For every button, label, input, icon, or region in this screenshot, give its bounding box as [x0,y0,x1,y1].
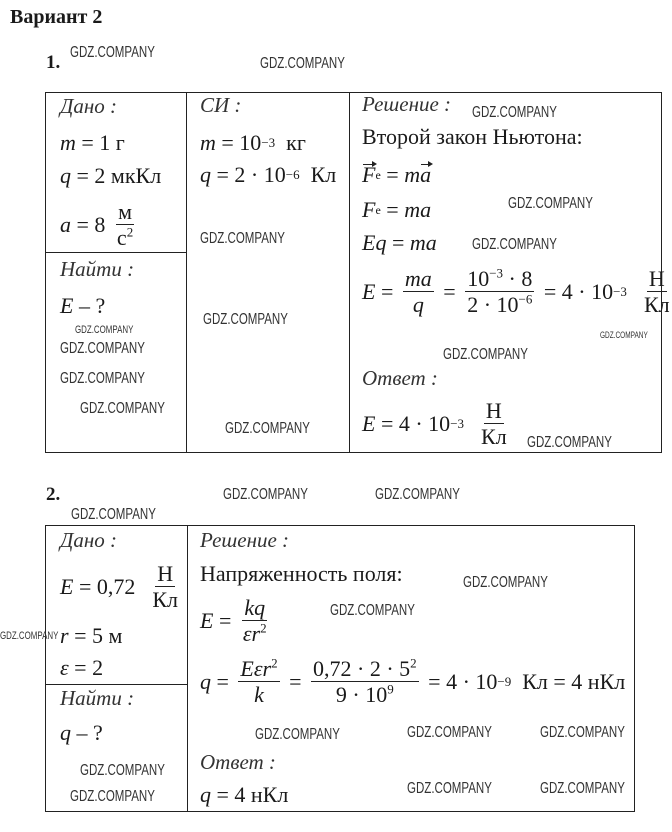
numerator [238,656,279,682]
divider [45,252,186,253]
formula-text: q [200,782,211,807]
formula-text: 2 · 10 [467,292,519,318]
watermark: GDZ.COMPANY [600,330,648,340]
watermark: GDZ.COMPANY [260,55,345,72]
vector-symbol: a [420,162,432,187]
find-label: Найти : [60,257,135,281]
formula-text: – ? [71,720,103,745]
formula-text: = 2 мкКл [71,163,162,188]
watermark: GDZ.COMPANY [75,324,134,336]
answer-value: E = 4 · 10 −3 $\frac{Н}{Кл}$ [362,398,507,450]
formula-text: q [60,163,71,188]
watermark: GDZ.COMPANY [508,195,593,212]
watermark: GDZ.COMPANY [472,236,557,253]
divider [187,525,188,812]
vector-symbol: F [362,162,376,187]
denominator [241,621,269,646]
formula-text: E [362,410,376,436]
denominator [115,225,135,250]
watermark: GDZ.COMPANY [540,724,625,741]
formula-text: = 2 [68,655,104,680]
denominator [334,682,396,707]
watermark: GDZ.COMPANY [225,420,310,437]
formula-text: E [200,607,214,633]
formula-text: 9 · 10 [335,682,388,708]
numerator [465,266,534,292]
fraction [311,656,419,708]
superscript: 2 [410,655,417,671]
formula-text: εr [242,621,261,647]
formula-text: = 0,72 [73,573,147,599]
given-label: Дано : [60,528,118,552]
formula-text: – ? [73,293,106,318]
formula-text: m [60,130,76,155]
watermark: GDZ.COMPANY [200,230,285,247]
find-value [60,720,103,746]
formula-text: Кл [299,162,337,187]
given-permittivity [60,655,103,681]
watermark: GDZ.COMPANY [223,486,308,503]
fraction [150,561,180,613]
task-2-number: 2. [46,484,61,505]
given-field [60,561,184,613]
watermark: GDZ.COMPANY [60,340,145,357]
formula-text: q [60,720,71,745]
solution-line: F e = ma [362,197,432,222]
formula-text: Eq [362,230,387,255]
formula-text: · 8 [503,266,533,291]
given-mass [60,130,125,156]
denominator [642,292,672,317]
given-acceleration [60,199,139,251]
watermark: GDZ.COMPANY [472,104,557,121]
solution-line: F e = m a [362,162,432,187]
fraction [642,266,672,318]
formula-text: = 4 нКл [211,782,289,807]
formula-text: kq [244,595,266,620]
formula-text: = [380,162,405,187]
formula-text: м [118,199,133,224]
numerator [155,561,175,587]
watermark: GDZ.COMPANY [70,44,155,61]
formula-text: m [200,130,216,155]
watermark: GDZ.COMPANY [375,486,460,503]
formula-text: ma [404,266,432,291]
divider [186,92,187,453]
formula-text: = [437,278,462,304]
fraction [241,595,269,647]
formula-text: m [404,162,421,187]
superscript: −3 [489,265,504,281]
formula-text: Напряженность поля: [200,561,403,586]
formula-text: ma [409,230,437,255]
superscript: 2 [126,224,134,240]
denominator [150,587,180,612]
denominator [252,682,266,707]
formula-text: = 10 [215,130,262,155]
formula-text: k [254,682,264,708]
formula-text: q [200,162,211,187]
formula-text: Второй закон Ньютона: [362,124,583,149]
watermark: GDZ.COMPANY [80,762,165,779]
watermark: GDZ.COMPANY [527,434,612,451]
watermark: GDZ.COMPANY [203,311,288,328]
answer-label: Ответ : [362,366,438,390]
given-label: Дано : [60,94,118,118]
find-value [60,293,105,319]
formula-text: a [60,211,71,237]
numerator [403,266,434,292]
fraction [238,656,279,708]
formula-text: Кл [643,292,670,318]
answer-value [200,782,288,808]
watermark: GDZ.COMPANY [330,602,415,619]
fraction [465,266,534,318]
formula-text: = 2 · 10 [211,162,286,187]
fraction [403,266,434,318]
superscript: 9 [387,681,394,697]
watermark: GDZ.COMPANY [80,400,165,417]
formula-text: q [200,668,211,694]
si-charge: q = 2 · 10 −6 Кл [200,162,337,187]
solution-line: q = $\frac{E\varepsilon r^2}{k}$ = $\frac{0,72 \cdot 2 \cdot 5^2}{9 \cdot 10^9}$ = 4 · 10 −9 Кл = 4 нКл [200,655,626,708]
watermark: GDZ.COMPANY [443,346,528,363]
watermark: GDZ.COMPANY [0,630,59,642]
denominator [465,292,534,317]
solution-label: Решение : [200,528,290,552]
formula-text: = 8 [71,211,111,237]
formula-text: q [412,292,424,318]
watermark: GDZ.COMPANY [71,506,156,523]
page-title: Вариант 2 [10,6,103,28]
formula-text: E [60,573,74,599]
formula-text: 0,72 · 2 · 5 [313,656,411,681]
watermark: GDZ.COMPANY [540,780,625,797]
superscript: 2 [260,620,267,636]
formula-text: E [362,278,376,304]
solution-line: E = $\frac{ma}{q}$ = $\frac{10^{-3} \cdot 8}{2 \cdot 10^{-6}}$ = 4 · 10 −3 $\frac{Н}{Кл}$ [362,265,670,318]
given-charge [60,163,161,189]
solution-line [200,561,403,587]
formula-text: Кл = 4 нКл [511,668,626,694]
formula-text: = [211,668,235,694]
formula-text: ε [60,655,69,680]
formula-text: Н [485,398,502,423]
superscript: −6 [518,291,533,307]
watermark: GDZ.COMPANY [255,726,340,743]
watermark: GDZ.COMPANY [70,788,155,805]
formula-text: E [60,293,74,318]
formula-text: Eεr [240,656,272,681]
numerator [116,199,134,225]
task-1-number: 1. [46,52,61,73]
formula-text: = [213,607,237,633]
numerator [311,656,419,682]
solution-label: Решение : [362,92,452,116]
formula-text [627,279,638,305]
divider [45,684,187,685]
denominator [411,292,426,317]
numerator [242,595,267,621]
formula-text: Н [157,561,174,586]
solution-line [200,595,273,647]
fraction [115,199,135,251]
formula-text: = 4 · 10 [538,278,614,304]
formula-text: с [116,225,127,251]
formula-text: кг [275,130,306,155]
solution-line [362,124,583,150]
si-mass: m = 10 −3 кг [200,130,306,155]
formula-text: r [60,623,69,648]
formula-text: = 1 г [75,130,125,155]
formula-text: = [283,668,308,694]
formula-text: Н [648,266,665,291]
watermark: GDZ.COMPANY [407,780,492,797]
watermark: GDZ.COMPANY [407,724,492,741]
formula-text: 10 [467,266,490,291]
formula-text: Кл [152,587,179,613]
formula-text: = [386,230,410,255]
watermark: GDZ.COMPANY [463,574,548,591]
fraction [479,398,509,450]
find-label: Найти : [60,686,135,710]
superscript: 2 [271,655,278,671]
answer-label: Ответ : [200,750,276,774]
denominator [479,424,509,449]
formula-text: = 4 · 10 [375,410,451,436]
solution-line [362,230,437,256]
given-distance [60,623,122,649]
formula-text: = [375,278,399,304]
formula-text: = [380,197,405,222]
divider [349,92,350,453]
formula-text: ma [404,197,432,222]
formula-text: = 5 м [68,623,123,648]
formula-text: Кл [481,424,507,450]
formula-text: F [362,197,376,222]
watermark: GDZ.COMPANY [60,370,145,387]
formula-text: = 4 · 10 [422,668,498,694]
numerator [484,398,504,424]
formula-text [464,411,475,437]
si-label: СИ : [200,93,242,117]
numerator [647,266,667,292]
